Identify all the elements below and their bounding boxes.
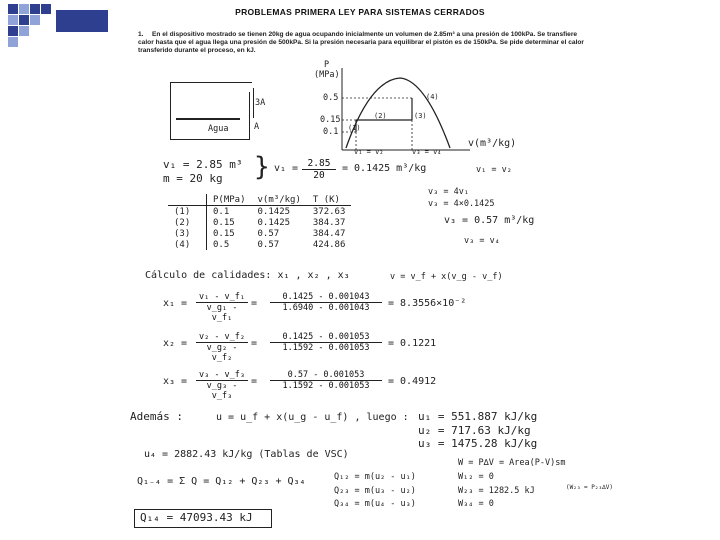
point-label: (3) bbox=[414, 112, 427, 120]
table-cell: (1) bbox=[168, 206, 207, 218]
final-result: Q₁₄ = 47093.43 kJ bbox=[140, 511, 253, 524]
x2-symbolic bbox=[196, 332, 248, 363]
table-cell: 0.5 bbox=[213, 239, 230, 250]
fraction-numerator: 0.1425 - 0.001043 bbox=[270, 292, 382, 303]
quality-formula: v = v_f + x(v_g - v_f) bbox=[390, 272, 503, 282]
y-tick: 0.5 bbox=[323, 93, 339, 103]
equals-sign: = bbox=[251, 338, 258, 349]
table-cell: (4) bbox=[168, 239, 207, 250]
fraction-numerator: 0.1425 - 0.001053 bbox=[270, 332, 382, 343]
table-cell: 0.57 bbox=[257, 228, 280, 239]
u4-value: u₄ = 2882.43 kJ/kg (Tablas de VSC) bbox=[144, 449, 349, 460]
problem-statement bbox=[138, 31, 588, 55]
table-cell: 0.15 bbox=[213, 217, 235, 228]
cylinder-base bbox=[170, 139, 250, 140]
equal-volume-note: v₁ = v₂ bbox=[476, 165, 512, 175]
w23-value: W₂₃ = 1282.5 kJ bbox=[458, 486, 535, 496]
x1-lhs: x₁ = bbox=[163, 298, 188, 309]
page-title: PROBLEMAS PRIMERA LEY PARA SISTEMAS CERRADOS bbox=[235, 7, 485, 17]
x1-result: = 8.3556×10⁻² bbox=[388, 298, 467, 309]
w12-value: W₁₂ = 0 bbox=[458, 472, 494, 482]
dimension-label: 3A bbox=[255, 98, 266, 108]
note-line: v₃ = v₄ bbox=[464, 236, 500, 246]
u3-value: u₃ = 1475.28 kJ/kg bbox=[418, 437, 538, 450]
deco-square bbox=[19, 26, 29, 36]
table-header: v(m³/kg) bbox=[252, 194, 307, 206]
point-label: (4) bbox=[426, 93, 439, 101]
water-label: Agua bbox=[208, 124, 229, 134]
q12-formula: Q₁₂ = m(u₂ - u₁) bbox=[334, 472, 416, 482]
table-cell: 0.57 bbox=[257, 239, 280, 250]
table-cell: 0.15 bbox=[213, 228, 235, 239]
spec-volume-result: = 0.1425 m³/kg bbox=[342, 163, 427, 174]
x2-numeric bbox=[270, 332, 382, 353]
table-row bbox=[168, 206, 351, 218]
table-cell: 0.1425 bbox=[257, 217, 291, 228]
x1-numeric bbox=[270, 292, 382, 313]
table-row bbox=[168, 217, 351, 228]
q14-formula: Q₁₋₄ = Σ Q = Q₁₂ + Q₂₃ + Q₃₄ bbox=[137, 476, 306, 487]
u2-value: u₂ = 717.63 kJ/kg bbox=[418, 424, 531, 437]
fraction-denominator: v_g₁ - v_f₁ bbox=[206, 303, 238, 323]
y-tick: 0.1 bbox=[323, 127, 339, 137]
fraction-denominator: 1.1592 - 0.001053 bbox=[282, 381, 370, 391]
quality-heading: Cálculo de calidades: x₁ , x₂ , x₃ bbox=[145, 270, 350, 281]
table-cell: 0.1425 bbox=[257, 206, 291, 217]
spec-volume-fraction bbox=[302, 158, 336, 181]
cylinder-top bbox=[170, 82, 252, 83]
note-line: v₃ = 0.57 m³/kg bbox=[444, 215, 535, 226]
table-row bbox=[168, 228, 351, 239]
fraction-numerator: v₂ - v_f₂ bbox=[196, 332, 248, 343]
fraction-denominator: 1.1592 - 0.001053 bbox=[282, 343, 370, 353]
given-volume: v₁ = 2.85 m³ bbox=[163, 158, 243, 171]
table-cell: 0.1 bbox=[213, 206, 230, 217]
given-mass: m = 20 kg bbox=[163, 172, 223, 185]
table-header: P(MPa) bbox=[207, 194, 252, 206]
x3-symbolic bbox=[196, 370, 248, 401]
saturation-dome bbox=[346, 78, 450, 148]
fraction-denominator: 20 bbox=[313, 170, 325, 181]
fraction-numerator: 0.57 - 0.001053 bbox=[270, 370, 382, 381]
u1-value: u₁ = 551.887 kJ/kg bbox=[418, 410, 538, 423]
note-line: v₃ = 4×0.1425 bbox=[428, 199, 495, 209]
table-row bbox=[168, 239, 351, 250]
table-cell: (2) bbox=[168, 217, 207, 228]
point-a-label: A bbox=[254, 122, 260, 132]
problem-number: 1. bbox=[138, 31, 144, 38]
q34-formula: Q₃₄ = m(u₄ - u₃) bbox=[334, 499, 416, 509]
y-tick: 0.15 bbox=[320, 115, 341, 125]
table-cell: 384.47 bbox=[312, 228, 346, 239]
point-label: (1) bbox=[348, 124, 361, 132]
point-label: (2) bbox=[374, 112, 387, 120]
work-formula: W = P∆V = Area(P-V)sm bbox=[458, 458, 566, 468]
x3-lhs: x₃ = bbox=[163, 376, 188, 387]
table-cell: (3) bbox=[168, 228, 207, 239]
x1-symbolic bbox=[196, 292, 248, 323]
table-cell: 384.37 bbox=[312, 217, 346, 228]
property-table bbox=[168, 194, 351, 250]
x-tick: v₁ = v₂ bbox=[354, 148, 384, 156]
ademas-label: Además : bbox=[130, 410, 183, 423]
x2-lhs: x₂ = bbox=[163, 338, 188, 349]
note-line: v₃ = 4v₁ bbox=[428, 187, 469, 197]
brace: } bbox=[254, 152, 270, 182]
x2-result: = 0.1221 bbox=[388, 338, 437, 349]
fraction-denominator: 1.6940 - 0.001043 bbox=[282, 303, 370, 313]
cylinder-wall bbox=[170, 82, 171, 140]
p-axis-unit: (MPa) bbox=[314, 70, 340, 80]
deco-square bbox=[8, 26, 18, 36]
v-axis-label: v(m³/kg) bbox=[468, 138, 517, 149]
p-axis-label: P bbox=[324, 60, 330, 70]
table-header bbox=[168, 194, 207, 206]
fraction-denominator: v_g₂ - v_f₂ bbox=[206, 343, 238, 363]
table-cell: 372.63 bbox=[312, 206, 346, 217]
fraction-denominator: v_g₃ - v_f₃ bbox=[206, 381, 238, 401]
x3-numeric bbox=[270, 370, 382, 391]
x3-result: = 0.4912 bbox=[388, 376, 437, 387]
spec-volume-label: v₁ = bbox=[274, 163, 299, 174]
equals-sign: = bbox=[251, 376, 258, 387]
x-tick: v₃ = v₄ bbox=[412, 148, 442, 156]
cylinder-wall bbox=[249, 92, 250, 139]
problem-text: En el dispositivo mostrado se tienen 20kg de agua ocupando inicialmente un volumen de 2.85m³ a una presión de 100kPa. Se transfiere calor hasta que el agua llega una presión de 500kPa. Si la presión necesaria para equilibrar el pistón es de 150kPa. Se pide determinar el calor transferido durante el proceso, en kJ. bbox=[138, 31, 584, 54]
deco-square bbox=[8, 37, 18, 47]
fraction-numerator: 2.85 bbox=[302, 158, 336, 170]
piston bbox=[176, 118, 240, 120]
table-header: T (K) bbox=[307, 194, 352, 206]
u-formula: u = u_f + x(u_g - u_f) , luego : bbox=[216, 412, 409, 423]
w23-note: (W₂₃ = P₂₃∆V) bbox=[566, 484, 613, 491]
equals-sign: = bbox=[251, 298, 258, 309]
table-cell: 424.86 bbox=[312, 239, 346, 250]
fraction-numerator: v₁ - v_f₁ bbox=[196, 292, 248, 303]
table-header-row bbox=[168, 194, 351, 206]
q23-formula: Q₂₃ = m(u₃ - u₂) bbox=[334, 486, 416, 496]
dimension-line bbox=[253, 88, 254, 118]
w34-value: W₃₄ = 0 bbox=[458, 499, 494, 509]
fraction-numerator: v₃ - v_f₃ bbox=[196, 370, 248, 381]
